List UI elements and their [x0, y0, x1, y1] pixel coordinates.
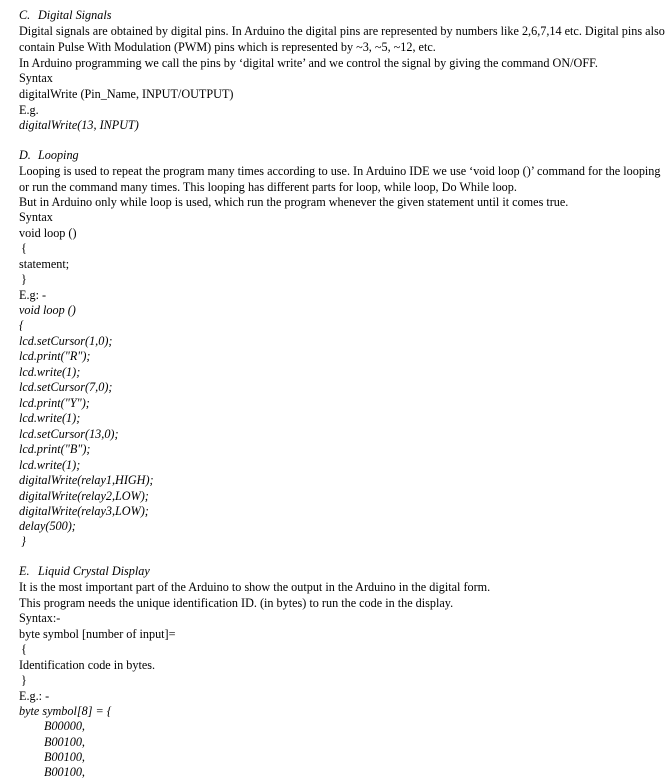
syntax-code: Identification code in bytes. [19, 658, 156, 672]
syntax-label: Syntax:- [19, 611, 61, 625]
paragraph-line: This program needs the unique identification ID. (in bytes) to run the code in the display. [19, 596, 454, 610]
paragraph-line: It is the most important part of the Arduino to show the output in the Arduino in the digital form. [19, 580, 491, 594]
example-label: E.g.: - [19, 689, 50, 703]
example-code: delay(500); [19, 519, 76, 533]
heading-text: Liquid Crystal Display [38, 564, 150, 578]
example-code: digitalWrite(relay1,HIGH); [19, 473, 154, 487]
example-code: lcd.write(1); [19, 458, 81, 472]
syntax-code: } [21, 272, 27, 286]
byte-code: B00100, [44, 765, 85, 779]
syntax-code: void loop () [19, 226, 77, 240]
example-code: lcd.write(1); [19, 411, 81, 425]
example-code: } [21, 534, 26, 548]
example-label: E.g. [19, 103, 39, 117]
syntax-code: { [21, 642, 27, 656]
heading-number: E. [19, 564, 30, 578]
syntax-code: byte symbol [number of input]= [19, 627, 176, 641]
syntax-code: { [21, 241, 27, 255]
example-code: digitalWrite(relay3,LOW); [19, 504, 149, 518]
example-code: lcd.print("R"); [19, 349, 91, 363]
example-code: lcd.setCursor(7,0); [19, 380, 113, 394]
paragraph-line: Looping is used to repeat the program many times according to use. In Arduino IDE we use ‘void loop ()’ command for the looping [19, 164, 661, 178]
byte-code: B00100, [44, 735, 85, 749]
heading-liquid-crystal-display [19, 564, 150, 579]
heading-number: C. [19, 8, 31, 22]
example-label: E.g: - [19, 288, 47, 302]
syntax-code: statement; [19, 257, 70, 271]
paragraph-line: contain Pulse With Modulation (PWM) pins which is represented by ~3, ~5, ~12, etc. [19, 40, 436, 54]
heading-text: Digital Signals [38, 8, 112, 22]
example-code: lcd.setCursor(1,0); [19, 334, 113, 348]
syntax-label: Syntax [19, 210, 53, 224]
example-code: digitalWrite(13, INPUT) [19, 118, 139, 132]
paragraph-line: In Arduino programming we call the pins by ‘digital write’ and we control the signal by giving the command ON/OFF. [19, 56, 598, 70]
example-code: lcd.setCursor(13,0); [19, 427, 119, 441]
example-code: lcd.print("Y"); [19, 396, 90, 410]
example-code: lcd.print("B"); [19, 442, 91, 456]
byte-code: B00100, [44, 750, 85, 764]
paragraph-line: But in Arduino only while loop is used, which run the program whenever the given statement until it comes true. [19, 195, 569, 209]
paragraph-line: Digital signals are obtained by digital pins. In Arduino the digital pins are represented by numbers like 2,6,7,14 etc. Digital pins also [19, 24, 665, 38]
heading-text: Looping [38, 148, 79, 162]
example-code: digitalWrite(relay2,LOW); [19, 489, 149, 503]
example-code: { [19, 318, 24, 332]
syntax-code: digitalWrite (Pin_Name, INPUT/OUTPUT) [19, 87, 234, 101]
paragraph-line: or run the command many times. This looping has different parts for loop, while loop, Do While loop. [19, 180, 517, 194]
byte-code: B00000, [44, 719, 85, 733]
syntax-code: } [21, 673, 27, 687]
heading-number: D. [19, 148, 31, 162]
heading-looping [19, 148, 79, 163]
example-code: lcd.write(1); [19, 365, 81, 379]
example-code: byte symbol[8] = { [19, 704, 112, 718]
syntax-label: Syntax [19, 71, 53, 85]
example-code: void loop () [19, 303, 76, 317]
heading-digital-signals [19, 8, 111, 23]
